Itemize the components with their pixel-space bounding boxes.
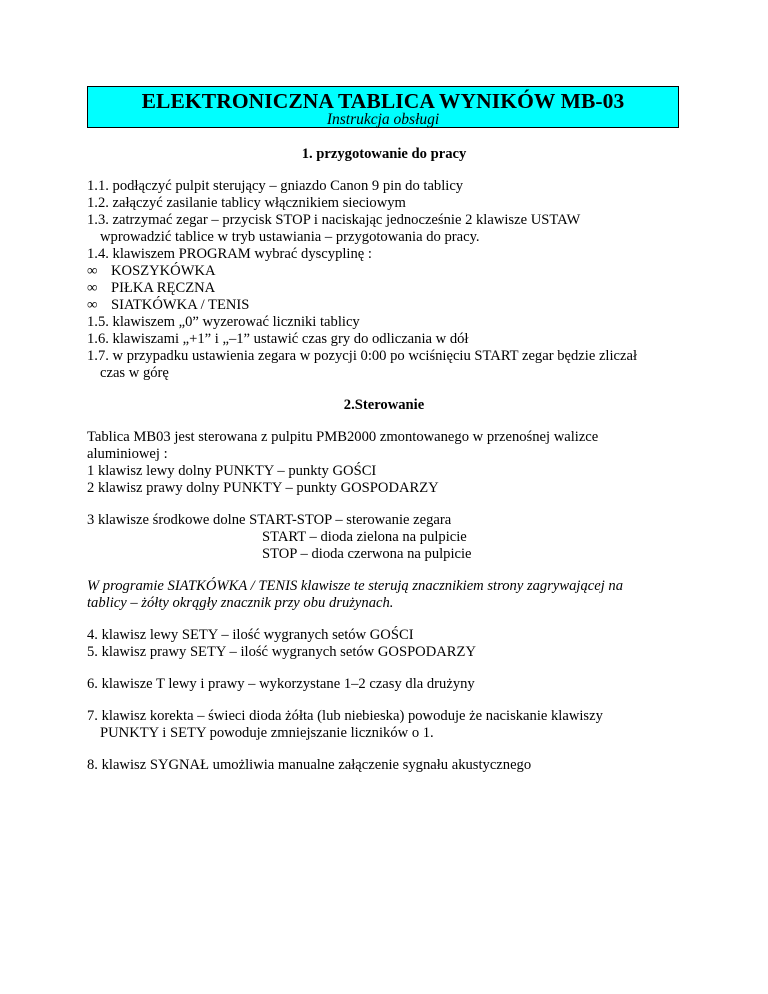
list-item-label: KOSZYKÓWKA [111, 263, 216, 279]
instruction-line: 1.3. zatrzymać zegar – przycisk STOP i naciskając jednocześnie 2 klawisze USTAW [87, 212, 581, 228]
list-item-label: PIŁKA RĘCZNA [111, 280, 216, 296]
italic-note: W programie SIATKÓWKA / TENIS klawisze te sterują znacznikiem strony zagrywającej na [87, 578, 624, 594]
text-line: 2 klawisz prawy dolny PUNKTY – punkty GOSPODARZY [87, 480, 439, 496]
section-2-heading: 2.Sterowanie [343, 397, 425, 413]
text-line: 7. klawisz korekta – świeci dioda żółta (lub niebieska) powoduje że naciskanie klawiszy [87, 708, 603, 724]
text-line: aluminiowej : [87, 446, 168, 462]
instruction-line: 1.2. załączyć zasilanie tablicy włącznikiem sieciowym [87, 195, 406, 211]
document-subtitle: Instrukcja obsługi [326, 111, 440, 128]
instruction-line: 1.5. klawiszem „0” wyzerować liczniki tablicy [87, 314, 360, 330]
italic-note: tablicy – żółty okrągły znacznik przy obu drużynach. [87, 595, 394, 611]
document-title: ELEKTRONICZNA TABLICA WYNIKÓW MB-03 [141, 89, 625, 113]
text-line: 3 klawisze środkowe dolne START-STOP – sterowanie zegara [87, 512, 452, 528]
text-line: START – dioda zielona na pulpicie [262, 529, 467, 545]
text-line: 6. klawisze T lewy i prawy – wykorzystane 1–2 czasy dla drużyny [87, 676, 475, 692]
instruction-line: 1.7. w przypadku ustawienia zegara w pozycji 0:00 po wciśnięciu START zegar będzie zliczał [87, 348, 638, 364]
text-line: 5. klawisz prawy SETY – ilość wygranych setów GOSPODARZY [87, 644, 476, 660]
instruction-line: 1.6. klawiszami „+1” i „–1” ustawić czas gry do odliczania w dół [87, 331, 469, 347]
list-item [87, 297, 249, 314]
infinity-bullet-icon: ∞ [87, 263, 98, 279]
section-1-heading: 1. przygotowanie do pracy [301, 146, 467, 162]
text-line: 4. klawisz lewy SETY – ilość wygranych setów GOŚCI [87, 627, 414, 643]
title-box [87, 86, 679, 128]
list-item-label: SIATKÓWKA / TENIS [111, 297, 250, 313]
list-item [87, 263, 216, 280]
list-item [87, 280, 215, 297]
infinity-bullet-icon: ∞ [87, 280, 98, 296]
text-line: STOP – dioda czerwona na pulpicie [262, 546, 472, 562]
text-line: Tablica MB03 jest sterowana z pulpitu PMB2000 zmontowanego w przenośnej walizce [87, 429, 599, 445]
text-line: 8. klawisz SYGNAŁ umożliwia manualne załączenie sygnału akustycznego [87, 757, 532, 773]
text-line: PUNKTY i SETY powoduje zmniejszanie liczników o 1. [100, 725, 434, 741]
instruction-line: 1.1. podłączyć pulpit sterujący – gniazdo Canon 9 pin do tablicy [87, 178, 464, 194]
instruction-line: 1.4. klawiszem PROGRAM wybrać dyscyplinę : [87, 246, 372, 262]
instruction-line: wprowadzić tablice w tryb ustawiania – przygotowania do pracy. [100, 229, 480, 245]
infinity-bullet-icon: ∞ [87, 297, 98, 313]
instruction-line: czas w górę [100, 365, 169, 381]
text-line: 1 klawisz lewy dolny PUNKTY – punkty GOŚCI [87, 463, 377, 479]
